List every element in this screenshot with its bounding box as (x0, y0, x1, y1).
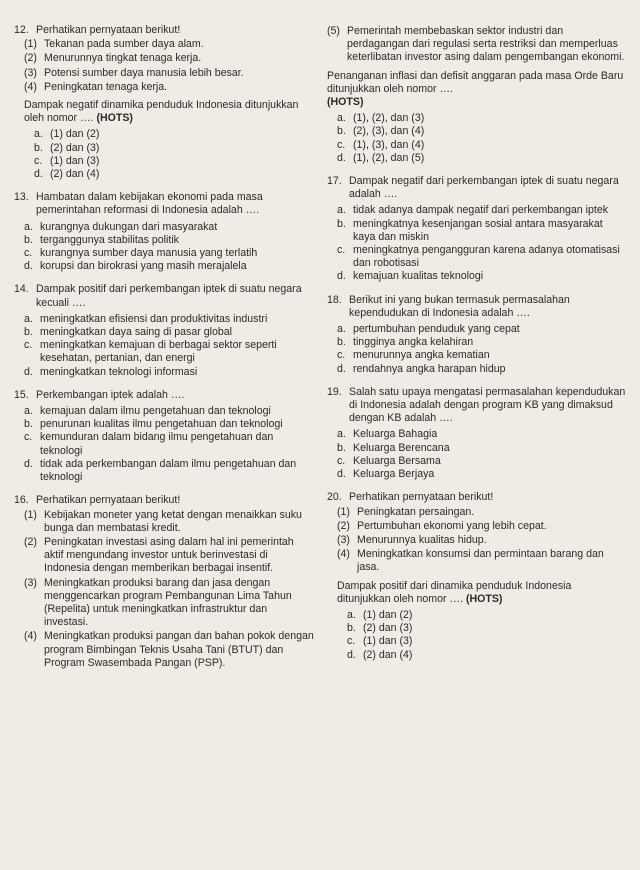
option-label: a. (337, 428, 346, 441)
statement (24, 536, 314, 576)
option-label: a. (337, 204, 346, 217)
question-16 (14, 494, 314, 670)
option-text: penurunan kualitas ilmu pengetahuan dan teknologi (40, 418, 283, 431)
option-label: a. (24, 220, 33, 233)
option-b[interactable] (347, 622, 627, 635)
statement (24, 630, 314, 670)
option-label: d. (24, 260, 33, 273)
statement (24, 509, 314, 535)
statement-label: (1) (24, 38, 37, 51)
question-number: 13. (14, 191, 29, 204)
question-text: Salah satu upaya mengatasi permasalahan kependudukan di Indonesia adalah dengan program KB yang dimaksud dengan KB adalah …. (349, 385, 626, 425)
option-text: (2) dan (3) (50, 141, 100, 154)
option-d[interactable] (34, 168, 314, 181)
question-stem: Dampak negatif dinamika penduduk Indonesia ditunjukkan oleh nomor …. (24, 99, 299, 125)
question-number: 18. (327, 293, 342, 306)
question-prompt: Perhatikan pernyataan berikut! (349, 491, 494, 504)
statement-label: (2) (24, 52, 37, 65)
option-label: a. (337, 112, 346, 125)
question-text (24, 99, 314, 125)
option-text: pertumbuhan penduduk yang cepat (353, 323, 520, 336)
option-label: c. (337, 349, 346, 362)
option-label: d. (337, 362, 346, 375)
option-text: tidak adanya dampak negatif dari perkembangan iptek (353, 204, 609, 217)
option-text: meningkatkan efisiensi dan produktivitas industri (40, 312, 268, 325)
option-label: c. (34, 154, 43, 167)
option-c[interactable] (337, 244, 627, 270)
option-text: kemajuan kualitas teknologi (353, 270, 484, 283)
option-text: (2) dan (4) (363, 648, 413, 661)
statement (24, 52, 314, 65)
option-label: c. (337, 454, 346, 467)
option-a[interactable] (337, 428, 627, 441)
question-number: 20. (327, 491, 342, 504)
question-13 (14, 191, 314, 273)
option-label: a. (34, 128, 43, 141)
option-label: b. (24, 233, 33, 246)
statement-text: Tekanan pada sumber daya alam. (44, 38, 204, 51)
option-c[interactable] (347, 635, 627, 648)
option-c[interactable] (337, 455, 627, 468)
question-text (327, 70, 627, 96)
option-b[interactable] (34, 142, 314, 155)
left-column (14, 24, 314, 680)
question-number: 16. (14, 494, 29, 507)
statement (327, 25, 627, 65)
option-text: Keluarga Bersama (353, 454, 441, 467)
option-text: meningkatnya kesenjangan sosial antara masyarakat kaya dan miskin (353, 217, 603, 243)
option-text: menurunnya angka kematian (353, 349, 490, 362)
option-label: b. (337, 441, 346, 454)
option-label: b. (24, 418, 33, 431)
option-d[interactable] (337, 270, 627, 283)
question-15 (14, 389, 314, 484)
option-label: a. (347, 608, 356, 621)
statement-text: Peningkatan investasi asing dalam hal ini pemerintah aktif mengundang investor untuk berinvestasi di Indonesia dengan memberikan berbagai insentif. (44, 535, 294, 575)
statement-label: (4) (337, 548, 350, 561)
statement-text: Menurunnya kualitas hidup. (357, 533, 487, 546)
option-c[interactable] (24, 431, 314, 457)
option-a[interactable] (337, 323, 627, 336)
statement (337, 548, 627, 574)
option-label: b. (337, 125, 346, 138)
statement-label: (1) (337, 505, 350, 518)
option-label: d. (24, 365, 33, 378)
option-d[interactable] (337, 152, 627, 165)
question-16-continued (327, 25, 627, 165)
option-label: a. (24, 405, 33, 418)
option-label: c. (24, 431, 33, 444)
option-label: c. (337, 138, 346, 151)
statement-text: Pertumbuhan ekonomi yang lebih cepat. (357, 519, 547, 532)
hots-tag: (HOTS) (96, 112, 133, 125)
option-label: d. (34, 168, 43, 181)
option-b[interactable] (24, 234, 314, 247)
option-c[interactable] (34, 155, 314, 168)
option-text: (1), (3), dan (4) (353, 138, 425, 151)
statement (337, 534, 627, 547)
statement-text: Meningkatkan produksi barang dan jasa dengan menggencarkan program Pembangunan Lima Tahun (Repelita) untuk meningkatkan infrastruktur dan investasi. (44, 576, 292, 629)
question-14 (14, 283, 314, 378)
option-label: a. (24, 312, 33, 325)
statement-label: (1) (24, 508, 37, 521)
option-text: kurangnya sumber daya manusia yang terlatih (40, 247, 258, 260)
option-label: d. (24, 457, 33, 470)
question-17 (327, 175, 627, 284)
question-number: 15. (14, 388, 29, 401)
option-text: Keluarga Berencana (353, 441, 450, 454)
question-18 (327, 294, 627, 376)
option-text: kurangnya dukungan dari masyarakat (40, 220, 218, 233)
right-column (327, 24, 627, 672)
option-a[interactable] (337, 112, 627, 125)
option-d[interactable] (24, 260, 314, 273)
question-prompt: Perhatikan pernyataan berikut! (36, 494, 181, 507)
option-text: meningkatnya pengangguran karena adanya otomatisasi dan robotisasi (353, 244, 620, 270)
statement (337, 506, 627, 519)
option-b[interactable] (24, 418, 314, 431)
question-number: 12. (14, 24, 29, 36)
option-label: c. (24, 247, 33, 260)
option-label: c. (347, 635, 356, 648)
option-c[interactable] (337, 349, 627, 362)
statement (24, 577, 314, 630)
question-stem: Penanganan inflasi dan defisit anggaran pada masa Orde Baru ditunjukkan oleh nomor …. (327, 69, 624, 95)
question-text (337, 580, 627, 606)
option-text: (2) dan (3) (363, 622, 413, 635)
question-prompt: Perhatikan pernyataan berikut! (36, 24, 181, 36)
option-label: d. (337, 151, 346, 164)
statement (24, 81, 314, 94)
option-label: d. (347, 648, 356, 661)
option-b[interactable] (24, 326, 314, 339)
option-text: terganggunya stabilitas politik (40, 233, 179, 246)
option-a[interactable] (24, 313, 314, 326)
question-19 (327, 386, 627, 481)
hots-tag: (HOTS) (465, 592, 503, 605)
option-label: b. (337, 217, 346, 230)
question-number: 19. (327, 385, 342, 398)
option-text: kemunduran dalam bidang ilmu pengetahuan dan teknologi (40, 431, 274, 457)
option-label: d. (337, 270, 346, 283)
option-text: rendahnya angka harapan hidup (353, 362, 506, 375)
statement-label: (5) (327, 25, 340, 37)
option-text: tingginya angka kelahiran (353, 336, 474, 349)
question-text: Dampak negatif dari perkembangan iptek di suatu negara adalah …. (349, 175, 619, 201)
option-text: meningkatkan teknologi informasi (40, 365, 198, 378)
option-text: (1) dan (3) (363, 635, 413, 648)
statement (24, 67, 314, 80)
option-b[interactable] (337, 442, 627, 455)
option-a[interactable] (337, 204, 627, 217)
option-d[interactable] (337, 363, 627, 376)
option-text: Keluarga Bahagia (353, 428, 438, 441)
statement-text: Kebijakan moneter yang ketat dengan menaikkan suku bunga dan membatasi kredit. (44, 508, 302, 534)
option-a[interactable] (24, 221, 314, 234)
option-d[interactable] (24, 458, 314, 484)
option-label: b. (337, 336, 346, 349)
option-c[interactable] (337, 139, 627, 152)
question-text: Berikut ini yang bukan termasuk permasalahan kependudukan di Indonesia adalah …. (349, 293, 570, 319)
option-label: c. (337, 244, 346, 257)
statement-text: Peningkatan persaingan. (357, 505, 475, 518)
option-text: (2), (3), dan (4) (353, 125, 425, 138)
statement-text: Peningkatan tenaga kerja. (44, 80, 168, 93)
option-a[interactable] (24, 405, 314, 418)
question-text: Hambatan dalam kebijakan ekonomi pada masa pemerintahan reformasi di Indonesia adalah …. (36, 191, 263, 217)
statement-text: Meningkatkan produksi pangan dan bahan pokok dengan program Bimbingan Teknis Usaha Tani (BTUT) dan Program Swasembada Pangan (PSP). (44, 630, 314, 669)
option-label: c. (24, 339, 33, 352)
question-number: 17. (327, 175, 342, 188)
question-text: Dampak positif dari perkembangan iptek di suatu negara kecuali …. (36, 283, 302, 309)
option-text: (1), (2), dan (5) (353, 151, 425, 164)
option-c[interactable] (24, 247, 314, 260)
option-text: kemajuan dalam ilmu pengetahuan dan teknologi (40, 405, 271, 418)
statement-label: (2) (337, 519, 350, 532)
option-text: (1) dan (2) (363, 608, 413, 621)
option-text: tidak ada perkembangan dalam ilmu pengetahuan dan teknologi (40, 457, 297, 484)
statement (24, 38, 314, 51)
hots-tag: (HOTS) (327, 96, 364, 109)
option-b[interactable] (337, 218, 627, 244)
statement-text: Potensi sumber daya manusia lebih besar. (44, 66, 244, 79)
question-text: Perkembangan iptek adalah …. (36, 388, 185, 401)
option-d[interactable] (337, 468, 627, 481)
question-12 (14, 24, 314, 181)
statement-text: Pemerintah membebaskan sektor industri dan perdagangan dari regulasi serta restriksi dan memperluas keterlibatan investor asing dalam pengembangan ekonomi. (347, 25, 625, 64)
option-b[interactable] (337, 125, 627, 138)
option-b[interactable] (337, 336, 627, 349)
option-text: Keluarga Berjaya (353, 468, 435, 481)
option-text: (1), (2), dan (3) (353, 112, 425, 125)
option-text: korupsi dan birokrasi yang masih merajalela (40, 260, 247, 273)
option-label: d. (337, 468, 346, 481)
option-a[interactable] (34, 128, 314, 141)
statement-text: Meningkatkan konsumsi dan permintaan barang dan jasa. (357, 548, 604, 574)
question-number: 14. (14, 283, 29, 296)
statement-label: (2) (24, 535, 37, 548)
statement-text: Menurunnya tingkat tenaga kerja. (44, 52, 202, 65)
option-text: meningkatkan kemajuan di berbagai sektor seperti kesehatan, pertanian, dan energi (40, 339, 277, 365)
option-text: (2) dan (4) (50, 168, 100, 181)
statement-label: (3) (24, 66, 37, 79)
option-label: a. (337, 323, 346, 336)
statement-label: (3) (337, 533, 350, 546)
statement (337, 520, 627, 533)
option-text: (1) dan (3) (50, 154, 100, 167)
question-stem: Dampak positif dari dinamika penduduk Indonesia ditunjukkan oleh nomor …. (337, 579, 572, 605)
option-text: meningkatkan daya saing di pasar global (40, 326, 232, 339)
option-c[interactable] (24, 339, 314, 365)
option-d[interactable] (347, 649, 627, 662)
question-20 (327, 491, 627, 661)
option-text: (1) dan (2) (50, 128, 100, 141)
option-label: b. (34, 141, 43, 154)
statement-label: (4) (24, 630, 37, 643)
option-a[interactable] (347, 609, 627, 622)
option-label: b. (24, 326, 33, 339)
option-d[interactable] (24, 366, 314, 379)
option-label: b. (347, 622, 356, 635)
statement-label: (3) (24, 576, 37, 589)
statement-label: (4) (24, 80, 37, 93)
